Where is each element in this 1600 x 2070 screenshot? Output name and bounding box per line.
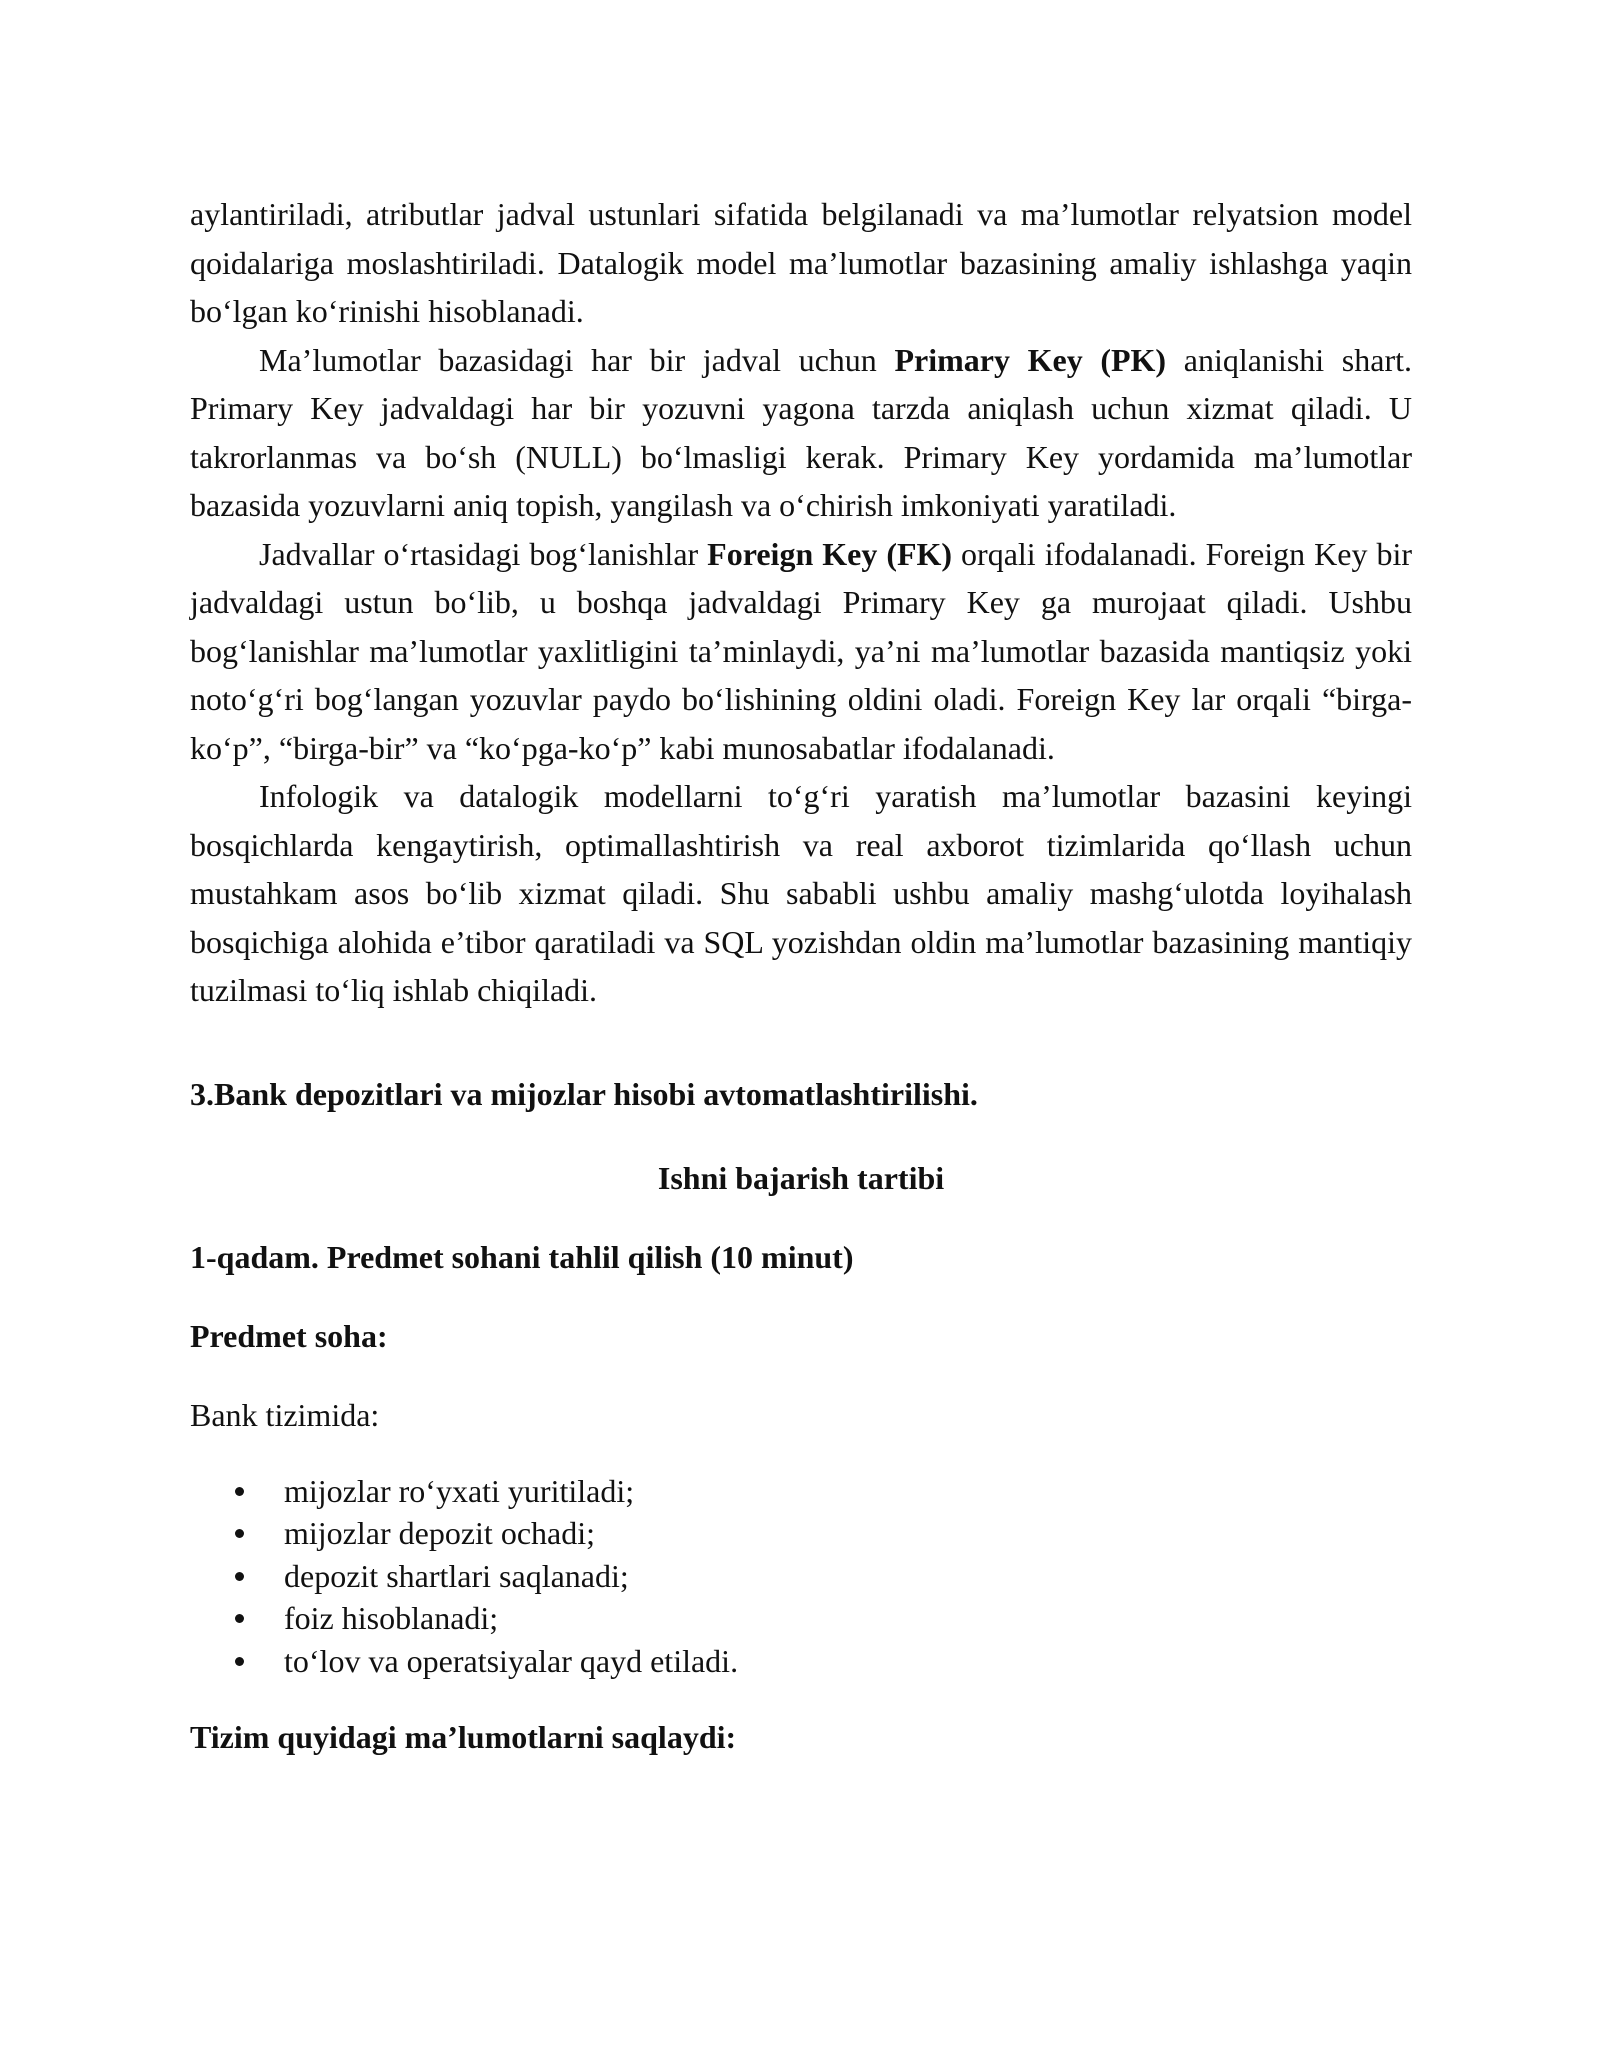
bullet-icon	[235, 1614, 244, 1623]
bank-system-list	[190, 1470, 1412, 1683]
primary-key-term: Primary Key (PK)	[894, 341, 1167, 378]
procedure-title: Ishni bajarish tartibi	[657, 1159, 945, 1196]
list-item	[190, 1512, 1412, 1555]
bullet-icon	[235, 1529, 244, 1538]
bank-system-intro: Bank tizimida:	[190, 1396, 380, 1433]
list-item-text: foiz hisoblanadi;	[284, 1600, 499, 1636]
document-page	[190, 190, 1412, 1761]
paragraph-primary-key-rest: aniqlanishi shart. Primary Key jadvaldagi har bir yozuvni yagona tarzda aniqlash uchun xizmat qiladi. U takrorlanmas va bo‘sh (NULL) bo‘lmasligi kerak. Primary Key yordamida ma’lumotlar bazasida yozuvlarni aniq topish, yangilash va o‘chirish imkoniyati yaratiladi.	[190, 341, 1413, 523]
list-item-text: mijozlar ro‘yxati yuritiladi;	[284, 1472, 635, 1509]
list-item	[190, 1640, 1412, 1683]
list-item-text: depozit shartlari saqlanadi;	[284, 1557, 629, 1594]
list-item	[190, 1555, 1412, 1598]
list-item	[190, 1470, 1412, 1513]
step-title: 1-qadam. Predmet sohani tahlil qilish (10 minut)	[190, 1238, 854, 1275]
list-item	[190, 1597, 1412, 1640]
bullet-icon	[235, 1572, 244, 1581]
paragraph-foreign-key-lead: Jadvallar o‘rtasidagi bog‘lanishlar	[259, 535, 708, 572]
foreign-key-term: Foreign Key (FK)	[707, 535, 953, 572]
paragraph-foreign-key-rest: orqali ifodalanadi. Foreign Key bir jadvaldagi ustun bo‘lib, u boshqa jadvaldagi Primary Key ga murojaat qiladi. Ushbu bog‘lanishlar ma’lumotlar yaxlitligini ta’minlaydi, ya’ni ma’lumotlar bazasida mantiqsiz yoki noto‘g‘ri bog‘langan yozuvlar paydo bo‘lishining oldini oladi. Foreign Key lar orqali “birga-ko‘p”, “birga-bir” va “ko‘pga-ko‘p” kabi munosabatlar ifodalanadi.	[190, 535, 1413, 766]
paragraph-primary-key-lead: Ma’lumotlar bazasidagi har bir jadval uchun	[259, 341, 895, 378]
bullet-icon	[235, 1487, 244, 1496]
list-item-text: to‘lov va operatsiyalar qayd etiladi.	[284, 1642, 739, 1679]
section-title: 3.Bank depozitlari va mijozlar hisobi avtomatlashtirilishi.	[190, 1075, 978, 1112]
paragraph-primary-key	[190, 336, 1412, 530]
bullet-icon	[235, 1657, 244, 1666]
paragraph-datalogik-model: aylantiriladi, atributlar jadval ustunlari sifatida belgilanadi va ma’lumotlar relyatsion model qoidalariga moslashtiriladi. Datalogik model ma’lumotlar bazasining amaliy ishlashga yaqin bo‘lgan ko‘rinishi hisoblanadi.	[190, 196, 1412, 329]
subject-area-label: Predmet soha:	[190, 1317, 388, 1354]
list-item-text: mijozlar depozit ochadi;	[284, 1515, 595, 1551]
paragraph-foreign-key	[190, 530, 1412, 773]
stored-data-heading: Tizim quyidagi ma’lumotlarni saqlaydi:	[190, 1719, 737, 1755]
paragraph-infologik-datalogik: Infologik va datalogik modellarni to‘g‘ri yaratish ma’lumotlar bazasini keyingi bosqichlarda kengaytirish, optimallashtirish va real axborot tizimlarida qo‘llash uchun mustahkam asos bo‘lib xizmat qiladi. Shu sababli ushbu amaliy mashg‘ulotda loyihalash bosqichiga alohida e’tibor qaratiladi va SQL yozishdan oldin ma’lumotlar bazasining mantiqiy tuzilmasi to‘liq ishlab chiqiladi.	[190, 778, 1412, 1008]
